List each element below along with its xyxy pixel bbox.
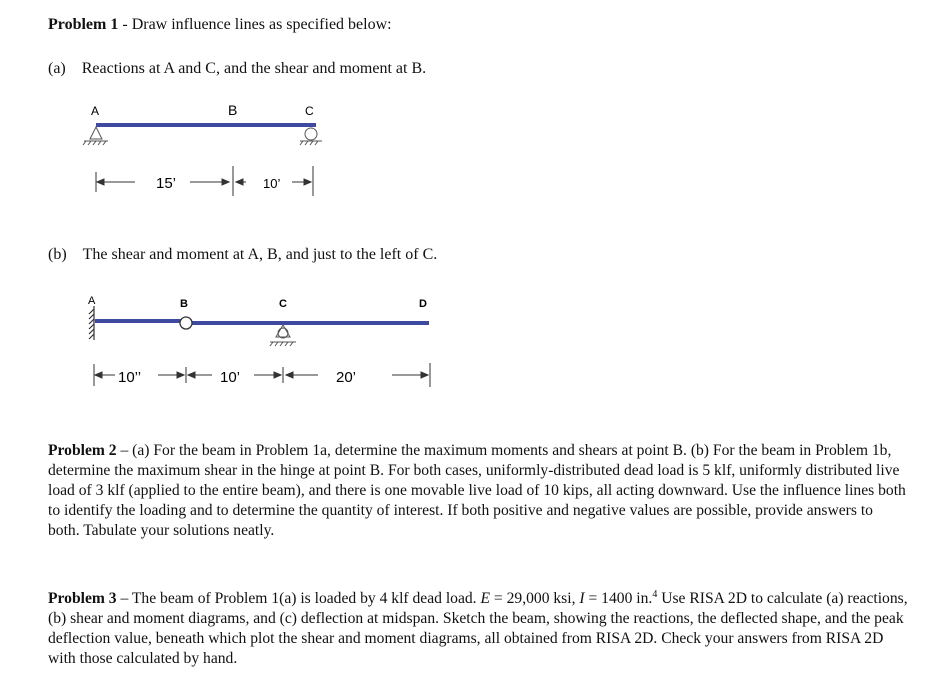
- fig-b-roller-support-icon: [270, 325, 296, 346]
- problem-1b-text: (b) The shear and moment at A, B, and just to the left of C.: [48, 246, 438, 263]
- fig-a-label-a: A: [91, 104, 100, 118]
- problem-3-paragraph: [48, 585, 908, 669]
- problem-3-i-symbol: I: [579, 590, 585, 608]
- fig-b-hinge-icon: [180, 317, 192, 329]
- problem-2-label: Problem 2: [48, 442, 117, 459]
- problem-3-exponent: 4: [652, 589, 658, 600]
- fig-b-dimension-line: [94, 363, 430, 387]
- fig-b-dim-20: 20’: [336, 369, 357, 386]
- fig-b-beam-left: [95, 319, 185, 323]
- fig-a-dim-15: 15’: [156, 175, 177, 192]
- problem-3-text-3: = 1400 in.: [584, 590, 653, 608]
- fig-b-label-d: D: [419, 298, 427, 310]
- problem-2-paragraph: [48, 441, 908, 541]
- fig-b-label-a: A: [88, 295, 96, 307]
- fig-a-label-b: B: [228, 102, 238, 118]
- fig-b-beam-right: [192, 321, 429, 325]
- problem-1-title: - Draw influence lines as specified below:: [118, 16, 392, 33]
- problem-3-text-2: = 29,000 ksi,: [490, 590, 580, 608]
- fig-b-dim-10a: 10’’: [118, 369, 142, 386]
- fig-b-dim-10b: 10’: [220, 369, 241, 386]
- fig-b-fixed-support-icon: [89, 306, 94, 340]
- problem-3-text-1: – The beam of Problem 1(a) is loaded by 4 klf dead load.: [116, 590, 481, 608]
- problem-3-text-4: Use RISA 2D to calculate (a) reactions, (b) shear and moment diagrams, and (c) deflection at midspan. Sketch the beam, showing the reactions, the deflected shape, and the peak deflection value, beneath which plot the shear and moment diagrams, all obtained from RISA 2D. Check your answers from RISA 2D with those calculated by hand.: [48, 590, 908, 668]
- problem-2-text: – (a) For the beam in Problem 1a, determine the maximum moments and shears at point B. (b) For the beam in Problem 1b, determine the maximum shear in the hinge at point B. For both cases, uniformly-distributed dead load is 5 klf, uniformly distributed live load of 3 klf (applied to the entire beam), and there is one movable live load of 10 kips, all acting downward. Use the influence lines both to identify the loading and to determine the quantity of interest. If both positive and negative values are possible, provide answers to both. Tabulate your solutions neatly.: [48, 442, 906, 539]
- fig-a-dim-10: 10’: [263, 176, 281, 191]
- fig-b-label-c: C: [279, 298, 287, 310]
- problem-1a-text: (a) Reactions at A and C, and the shear and moment at B.: [48, 60, 427, 77]
- problem-1-label: Problem 1: [48, 16, 119, 33]
- problem-3-label: Problem 3: [48, 590, 117, 608]
- fig-b-label-b: B: [180, 298, 188, 310]
- problem-3-e-symbol: E: [480, 590, 491, 608]
- fig-a-label-c: C: [305, 104, 314, 118]
